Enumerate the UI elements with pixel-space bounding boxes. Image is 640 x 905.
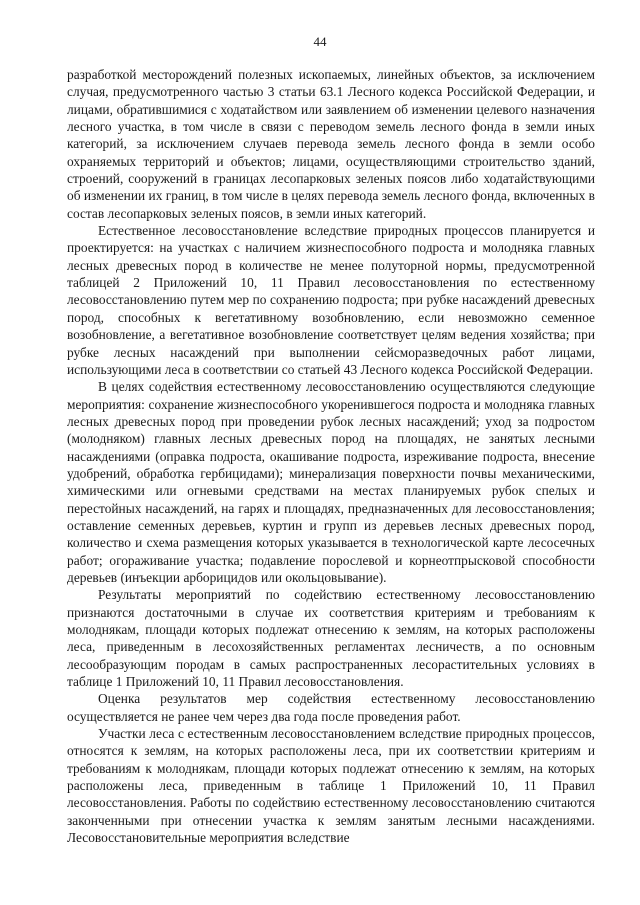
document-body xyxy=(67,66,595,846)
paragraph-assistance-measures: В целях содействия естественному лесовосстановлению осуществляются следующие мероприятия: сохранение жизнеспособного укоренившегося подроста и молодняка главных лесных древесных пород при проведении рубок лесных насаждений; уход за подростом (молодняком) главных лесных древесных пород на площадях, не занятых лесными насаждениями (оправка подроста, окашивание подроста, изреживание подроста, внесение удобрений, обработка гербицидами); минерализация поверхности почвы механическими, химическими или огневыми средствами на местах планируемых рубок спелых и перестойных насаждений, на гарях и площадях, предназначенных для лесовосстановления; оставление семенных деревьев, куртин и групп из деревьев лесных древесных пород, количество и схема размещения которых указывается в технологической карте лесосечных работ; огораживание участка; подавление порослевой и корнеотпрысковой способности деревьев (инъекции арборицидов или окольцовывание). xyxy=(67,379,595,585)
paragraph-plots: Участки леса с естественным лесовосстановлением вследствие природных процессов, относятся к землям, на которых расположены леса, при их соответствии критериям и требованиям к молоднякам, площади которых подлежат отнесению к землям, на которых расположены леса, приведенным в таблице 1 Приложений 10, 11 Правил лесовосстановления. Работы по содействию естественному лесовосстановлению считаются законченными при отнесении участка к землям занятым лесными насаждениями. Лесовосстановительные мероприятия вследствие xyxy=(67,726,595,846)
paragraph-results: Результаты мероприятий по содействию естественному лесовосстановлению признаются достаточными в случае их соответствия критериям и требованиям к молоднякам, площади которых подлежат отнесению к землям, на которых расположены леса, приведенным в лесохозяйственных регламентах лесничеств, а по основным лесообразующим породам в самых распространенных лесорастительных условиях в таблице 1 Приложений 10, 11 Правил лесовосстановления. xyxy=(67,587,595,690)
paragraph-assessment: Оценка результатов мер содействия естественному лесовосстановлению осуществляется не ранее чем через два года после проведения работ. xyxy=(67,691,595,724)
paragraph-continuation: разработкой месторождений полезных ископаемых, линейных объектов, за исключением случая, предусмотренного частью 3 статьи 63.1 Лесного кодекса Российской Федерации, и лицами, обратившимися с ходатайством или заявлением об изменении целевого назначения лесного участка, в том числе в связи с переводом земель лесного фонда в земли иных категорий, за исключением случаев перевода земель лесного фонда в земли особо охраняемых территорий и объектов; лицами, осуществляющими строительство зданий, строений, сооружений в границах лесопарковых зеленых поясов либо ходатайствующими об изменении их границ, в том числе в целях перевода земель лесного фонда, включенных в состав лесопарковых зеленых поясов, в земли иных категорий. xyxy=(67,67,595,221)
page-number: 44 xyxy=(313,34,327,49)
paragraph-natural-reforestation: Естественное лесовосстановление вследствие природных процессов планируется и проектируется: на участках с наличием жизнеспособного подроста и молодняка главных лесных древесных пород в количестве не менее полуторной нормы, предусмотренной таблицей 2 Приложений 10, 11 Правил лесовосстановления по естественному лесовосстановлению путем мер по сохранению подроста; при рубке насаждений древесных пород, способных к вегетативному возобновлению, если невозможно семенное возобновление, а вегетативное возобновление соответствует целям ведения хозяйства; при рубке лесных насаждений при выполнении сейсморазведочных работ лицами, использующими леса в соответствии со статьей 43 Лесного кодекса Российской Федерации. xyxy=(67,223,595,377)
